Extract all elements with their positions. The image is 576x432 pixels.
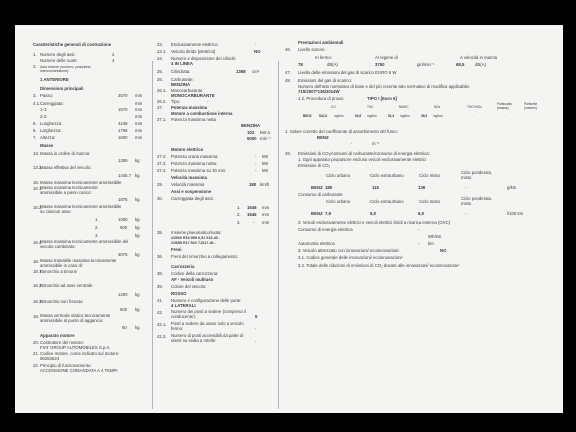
row-number: 23.1. [157, 49, 167, 54]
row-number: 26.1. [157, 88, 167, 93]
row-label: Codice della carrozzeria: [171, 271, 219, 276]
row-value: - [418, 227, 420, 232]
row-unit: Wh/km [428, 234, 442, 239]
row-label: Emissioni di CO₂/consumi di carburante/consumo di energia elettrica: [298, 151, 430, 156]
emission-unit: mg/km [367, 114, 377, 118]
emission-unit: mg/km [400, 114, 410, 118]
section-heading: Caratteristiche generali di costruzione [33, 42, 112, 47]
row-label: 2. [95, 225, 99, 230]
row-value: 900 [120, 225, 128, 230]
row-value: 1368 [236, 69, 246, 74]
row-value: NO [254, 49, 261, 54]
row-value: - [255, 168, 257, 173]
row-label: Insieme pneumatico/ruota: [171, 230, 222, 235]
row-unit: mm [135, 107, 143, 112]
cycle-header: Ciclo misto [419, 173, 441, 178]
cycle-header: Ciclo extraurbano [370, 199, 404, 204]
row-number: 48. [285, 78, 291, 83]
row-value: 55263624 [40, 356, 60, 361]
row-unit: kg [135, 197, 140, 202]
row-value: ROSSO [171, 291, 187, 296]
row-label: Numero e configurazione delle porte: [171, 298, 242, 303]
emission-value: 38,9 [421, 114, 428, 118]
row-number: 27.2. [157, 154, 167, 159]
row-unit: kg [135, 325, 140, 330]
noise-unit: giri/min⁻¹ [417, 62, 435, 67]
co2-value: 115 [372, 185, 379, 190]
row-number: 49. [285, 151, 291, 156]
row-label: Massa massima tecnicamente ammissibile [40, 180, 122, 185]
row-value: - [255, 161, 257, 166]
row-value: 2570 [118, 93, 128, 98]
noise-value: 68,5 [456, 62, 465, 67]
row-label: 1. [237, 205, 241, 210]
section-heading: Motore elettrico [171, 147, 204, 152]
emission-fuel: BENZ [303, 114, 312, 118]
noise-unit: dB(A) [327, 62, 338, 67]
row-label: Principio di funzionamento: [40, 363, 92, 368]
row-value: 3075 [118, 252, 128, 257]
row-label: Massa massima tecnicamente ammissibile del veicolo combinato: [40, 239, 129, 249]
row-label: Numero delle ruote: [40, 58, 78, 63]
row-value: AF - Veicoli multiuso [171, 277, 214, 282]
noise-header: In fermo: [315, 55, 332, 60]
row-value: - [207, 99, 209, 104]
row-value: 1200 [118, 292, 128, 297]
noise-header: Al regime di [375, 55, 398, 60]
row-number: 23. [157, 42, 163, 47]
row-number: 18. [33, 259, 39, 264]
row-label: Numero dei posti a sedere (compreso il conducente): [171, 309, 246, 319]
row-unit: kW [262, 154, 269, 159]
document-sheet [15, 25, 563, 413]
row-number: 6. [33, 128, 37, 133]
row-number: 25. [157, 69, 163, 74]
section-heading: Assi e sospensione [171, 189, 212, 194]
cycle-header: Ciclo urbano [326, 199, 351, 204]
row-value: 60 [122, 325, 127, 330]
cycle-header: Ciclo misto [419, 199, 441, 204]
row-unit: km [428, 241, 434, 246]
co2-value: 139 [418, 185, 426, 190]
row-number: 29. [157, 182, 163, 187]
row-label: Massa massima tecnicamente ammissibile su ciascun asse: [40, 204, 122, 214]
row-label: 3.1. Codice generale delle innovazioni/ ecoinnovazioni¹ [298, 255, 403, 260]
row-value: - [253, 220, 255, 225]
row-label: Larghezza: [40, 128, 62, 133]
row-label: Massa in ordine di marcia: [40, 151, 91, 156]
row-unit: kW a [260, 130, 270, 135]
row-unit: kg [135, 158, 140, 163]
emission-value: - [473, 114, 475, 118]
row-label: Colore del veicolo: [171, 284, 207, 289]
section-heading: Prestazioni ambientali [298, 40, 344, 45]
row-value: ACCENSIONE COMANDATA A 4 TEMPI [40, 368, 118, 373]
row-number: 26. [157, 77, 163, 82]
emission-header: NOx [434, 105, 441, 109]
row-label: Cilindrata: [171, 69, 191, 74]
row-value: - [351, 141, 353, 146]
row-label: Consumo di carburante [298, 192, 343, 197]
row-number: 18.1. [33, 269, 43, 274]
noise-unit: dB(A) [475, 62, 486, 67]
row-label: Potenza massima su 30 min: [171, 168, 227, 173]
section-heading: Masse [40, 143, 54, 148]
row-number: 22. [33, 363, 39, 368]
row-value: BENZ [317, 135, 329, 140]
row-label: 2. Veicoli esclusivamente elettrici e veicoli elettrici ibridi a ricarica esterna (OVC) [298, 220, 451, 225]
emission-header: Particolato (massa) [497, 102, 513, 110]
row-label: Rimorchio non frenato: [40, 299, 84, 304]
consumption-value: 5,0 [370, 211, 376, 216]
row-value: 1 ANTERIORE [40, 77, 69, 82]
row-label: Tipo: [171, 99, 181, 104]
row-number: 27. [157, 105, 163, 110]
emission-value: 60,8 [355, 114, 362, 118]
row-unit: mm [135, 128, 143, 133]
row-number: 18.3. [33, 299, 43, 304]
row-label: Livello sonoro [298, 47, 325, 52]
co2-value: 180 [325, 185, 333, 190]
row-unit: mm [135, 135, 143, 140]
row-unit: kg [135, 252, 140, 257]
column-divider [152, 61, 153, 409]
consumption-unit: l/100 km [507, 211, 524, 216]
row-value: 4248 [118, 121, 128, 126]
row-label: Massa trainabile massima tecnicamente ammissibile in caso di: [40, 258, 117, 268]
row-label: Posti a sedere da usare solo a veicolo fermo: [171, 321, 244, 331]
row-label: Monocarburante [171, 88, 203, 93]
cycle-header: Ciclo ponderato, misto [461, 170, 493, 180]
row-label: 1. Ogni apparato propulsore escluso veicoli esclusivamente elettrici [298, 157, 427, 162]
row-value: 1050 [118, 217, 128, 222]
row-number: 5. [33, 121, 37, 126]
row-value: 4 LATERALI [171, 303, 196, 308]
row-value: 1875 [118, 197, 128, 202]
row-number: 35. [157, 230, 163, 235]
row-label: Lunghezza: [40, 121, 63, 126]
row-label: 1. Valore corretto del coefficiente di assorbimento del fumo: [285, 129, 398, 134]
row-value: - [255, 326, 257, 331]
row-label: Massa massima tecnicamente ammissibile a pieno carico: [40, 185, 98, 195]
emission-unit: mg/km [334, 114, 344, 118]
section-heading: Carrozzeria [171, 264, 195, 269]
emission-unit: mg/km [433, 114, 443, 118]
row-value: FIAT GROUP AUTOMOBILES S.p.A. [40, 345, 111, 350]
row-value: 180 [249, 182, 257, 187]
row-label: Potenza massima netta [171, 117, 216, 122]
noise-value: 78 [298, 62, 303, 67]
row-number: 41. [157, 298, 163, 303]
emission-header: THC+NOx [467, 105, 482, 109]
row-unit: cm³ [252, 69, 260, 74]
row-unit: kg [135, 292, 140, 297]
row-unit: mm [135, 121, 143, 126]
row-unit: kg [135, 173, 140, 178]
row-label: Veicolo ibrido [elettrico] [171, 49, 216, 54]
row-label: 1. [95, 217, 99, 222]
row-label: Carreggiata: [40, 101, 64, 106]
row-unit: mm [262, 212, 270, 217]
row-label: Assi motore (numero, posizione, interconnessione): [40, 65, 92, 73]
row-label: Consumo di energia elettrica [298, 227, 353, 232]
row-number: 16.4. [33, 240, 43, 245]
row-unit: mm [135, 101, 143, 106]
row-unit: kW [262, 168, 269, 173]
row-label: Numero e disposizione dei cilindri: [171, 56, 237, 61]
row-value: 103 [247, 130, 255, 135]
row-label: 1.2. Procedura di prova: [298, 96, 344, 101]
section-heading: Dimensioni principali [40, 86, 84, 91]
row-number: 27.4. [157, 168, 167, 173]
consumption-value: 6,0 [418, 211, 424, 216]
row-label: Costruttore del motore: [40, 340, 84, 345]
row-label: Massa verticale statica tecnicamente ammissibile al punto di aggancio: [40, 313, 111, 323]
row-unit: kW [262, 161, 269, 166]
section-heading: Freni [171, 247, 182, 252]
row-value: 4 IN LINEA [171, 61, 193, 66]
row-value: 215/55 R17 94V 7JX17-40 - [171, 241, 216, 245]
row-value: 215/60 R16 95H 6,5J X16-40 - [171, 236, 220, 240]
row-unit: min⁻¹ [260, 136, 271, 141]
row-label: 3. [237, 220, 241, 225]
row-unit: km/h [260, 182, 270, 187]
row-number: 13. [33, 151, 39, 156]
section-heading: Motore a combustione interna [171, 111, 233, 116]
co2-fuel: BENZ [311, 185, 323, 190]
row-number: 16. [33, 180, 39, 185]
row-value: 1600 [118, 135, 128, 140]
row-value: 600 [120, 307, 128, 312]
noise-value: 3750 [375, 62, 385, 67]
emission-header: NMHC [399, 105, 409, 109]
row-unit: mm [135, 114, 143, 119]
row-label: Freni del rimorchio a collegamento: [171, 254, 239, 259]
row-number: 16.1. [33, 186, 43, 191]
row-number: 26.2. [157, 99, 167, 104]
emission-header: Particelle (numero) [524, 102, 538, 110]
row-number: 2. [33, 64, 37, 69]
row-value: BENZINA [171, 82, 191, 87]
row-label: Passo: [40, 93, 54, 98]
row-value: MONOCARBURANTE [171, 93, 215, 98]
row-number: 19. [33, 314, 39, 319]
row-value: BENZINA [241, 123, 261, 128]
row-value: 715/2007*136/2014W [298, 89, 340, 94]
row-value: TIPO I [Euro 6] [367, 96, 397, 101]
row-number: 4.1. [33, 101, 41, 106]
row-label: Rimorchio a timone [40, 269, 78, 274]
row-label: 3.2. Totale delle riduzioni di emissioni di CO₂ dovute alle innovazioni/ ecoinnovazioni¹ [298, 263, 460, 268]
row-label: 3. [95, 233, 99, 238]
row-value: 5 [255, 314, 258, 319]
row-value: 1445.7 [118, 173, 132, 178]
emission-value: 542,8 [319, 114, 327, 118]
row-label: Carreggiata degli assi: [171, 196, 214, 201]
emission-value: - [505, 114, 507, 118]
cycle-header: Ciclo ponderato, misto [461, 196, 493, 206]
row-number: 47. [285, 70, 291, 75]
row-value: 1395 [118, 158, 128, 163]
row-label: 3. Veicolo attrezzato con innovazioni/ ecoinnovazioni: [298, 248, 400, 253]
emission-value: 51,3 [388, 114, 395, 118]
row-unit: kg [135, 225, 140, 230]
row-label: Carburante: [171, 77, 194, 82]
row-value: - [255, 42, 257, 47]
row-value: 2 [112, 52, 115, 57]
row-unit: m⁻¹ [372, 141, 380, 146]
cycle-header: Ciclo extraurbano [370, 173, 404, 178]
row-unit: kg [135, 233, 140, 238]
row-label: 2-2: [40, 114, 48, 119]
row-label: Altezza: [40, 135, 56, 140]
row-label: 2. [237, 212, 241, 217]
cycle-header: Ciclo urbano [326, 173, 351, 178]
row-number: 46. [285, 47, 291, 52]
row-number: 7. [33, 135, 37, 140]
row-unit: mm [262, 205, 270, 210]
row-label: Potenza massima [171, 105, 208, 110]
row-value: NO [440, 248, 447, 253]
co2-unit: g/km [507, 185, 517, 190]
row-value: 1546 [247, 212, 257, 217]
row-label: 1-1: [40, 107, 48, 112]
row-number: 21. [33, 351, 39, 356]
row-number: 42. [157, 310, 163, 315]
row-label: Massa effettiva del veicolo: [40, 165, 92, 170]
emission-header: THC [367, 105, 374, 109]
row-label: Codice motore, come indicato sul motore: [40, 351, 120, 356]
row-value: - [418, 241, 420, 246]
row-number: 27.3. [157, 161, 167, 166]
row-value: 1570 [118, 107, 128, 112]
row-value: 5000 [247, 136, 257, 141]
row-value: - [255, 154, 257, 159]
row-label: Potenza oraria massima: [171, 154, 219, 159]
section-heading: Apparato motore [40, 333, 75, 338]
row-number: 38. [157, 271, 163, 276]
row-label: Numero degli assi: [40, 52, 76, 57]
row-label: Livello delle emissioni del gas di scarico EURO 6 W [298, 70, 397, 75]
row-unit: kg [135, 307, 140, 312]
row-number: 1. [33, 52, 37, 57]
row-number: 39. [157, 284, 163, 289]
row-label: Autonomia elettrica [298, 241, 335, 246]
consumption-value: - [465, 211, 467, 216]
emission-header: CO [331, 105, 336, 109]
column-divider [278, 61, 279, 409]
row-unit: mm [262, 220, 270, 225]
row-unit: mm [135, 93, 143, 98]
row-label: Velocità massima [171, 182, 205, 187]
emission-value: - [533, 114, 535, 118]
row-number: 30. [157, 196, 163, 201]
row-number: 20. [33, 340, 39, 345]
row-number: 42.3. [157, 334, 167, 339]
row-label: Rimorchio ad asse centrale: [40, 283, 94, 288]
row-value: 1796 [118, 128, 128, 133]
row-number: 27.1. [157, 117, 167, 122]
row-value: 1546 [247, 205, 257, 210]
row-number: 24. [157, 56, 163, 61]
row-label: Esclusivamente elettrico: [171, 42, 219, 47]
row-value: - [255, 339, 257, 344]
row-number: 42.1. [157, 322, 167, 327]
row-number: 18.2. [33, 283, 43, 288]
row-number: 13.2. [33, 165, 43, 170]
row-label: Emissioni del gas di scarico: [298, 78, 352, 83]
row-label: Numero di posti accessibili da parte di utenti su sedia a rotelle: [171, 333, 244, 343]
row-label: Potenza massima netta: [171, 161, 218, 166]
row-label: Numero dell'atto normativo di base e del più recente atto normativo di modifica applicabile: [298, 84, 471, 89]
section-heading: Velocità massima [171, 175, 207, 180]
noise-header: A velocità in marcia [460, 55, 498, 60]
row-unit: kg [135, 217, 140, 222]
row-value: 4 [112, 58, 115, 63]
row-label: Emissioni di CO₂ [298, 163, 331, 168]
co2-value: - [465, 185, 467, 190]
row-number: 36. [157, 254, 163, 259]
consumption-fuel: BENZ [311, 211, 323, 216]
consumption-value: 7,9 [325, 211, 331, 216]
row-number: 16.2. [33, 205, 43, 210]
row-number: 3. [33, 93, 37, 98]
